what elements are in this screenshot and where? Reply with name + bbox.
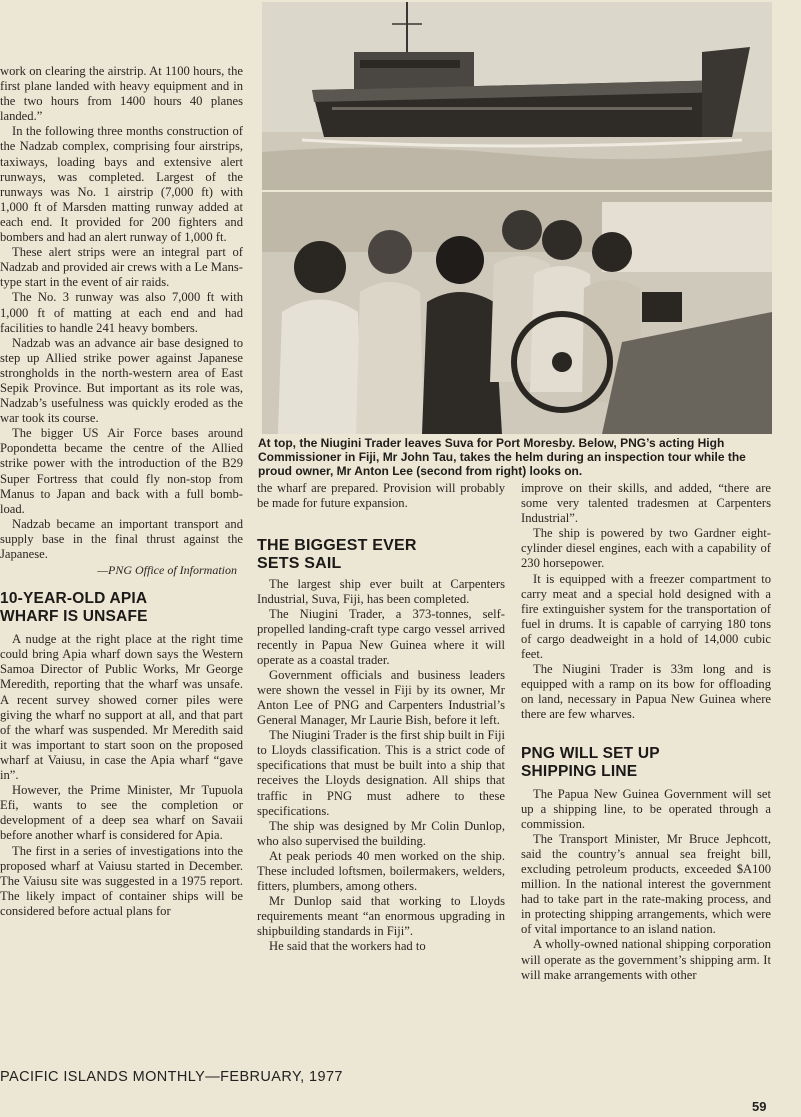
article-paragraph: the wharf are prepared. Provision will probably be made for future expansion. [257,481,505,511]
article-paragraph: A nudge at the right place at the right time could bring Apia wharf down says the Western Samoa Director of Public Works, Mr George Meredith, reporting that the wharf was unsafe. A recent survey showed corner piles were giving the wharf no support at all, and that part of the wharf was suspended. Mr Meredith said it was important to start soon on the proposed wharf at Vaiusu, in case the Apia wharf “gave in”. [0,632,243,783]
bridge-photo [262,192,772,434]
article-paragraph: The first in a series of investigations into the proposed wharf at Vaiusu started in December. The Vaiusu site was suggested in a 1975 report. The likely impact of container ships will be considered before actual plans for [0,843,243,918]
middle-column [257,481,505,955]
article-paragraph: work on clearing the airstrip. At 1100 hours, the first plane landed with heavy equipment and in the two hours from 1400 hours 40 planes landed.” [0,64,243,124]
article-paragraph: Nadzab became an important transport and supply base in the final thrust against the Japanese. [0,516,243,561]
article-paragraph: A wholly-owned national shipping corporation will operate as the government’s shipping arm. It will make arrangements with other [521,937,771,982]
article-paragraph: The ship is powered by two Gardner eight-cylinder diesel engines, each with a capability of 230 horsepower. [521,526,771,571]
publication-footer: PACIFIC ISLANDS MONTHLY—FEBRUARY, 1977 [0,1069,343,1085]
right-column [521,481,771,983]
headline-line: 10-YEAR-OLD APIA [0,590,148,608]
article-paragraph: The Niugini Trader is 33m long and is equipped with a ramp on its bow for offloading on land, necessary in Papua New Guinea where there are few wharves. [521,662,771,722]
article-paragraph: The Niugini Trader, a 373-tonnes, self-propelled landing-craft type cargo vessel arrived recently in Papua New Guinea where it will operate as a coastal trader. [257,607,505,667]
article-paragraph: Government officials and business leaders were shown the vessel in Fiji by its owner, Mr Anton Lee of PNG and Carpenters Industrial’s General Manager, Mr Laurie Bish, before it left. [257,667,505,728]
article-paragraph: The Transport Minister, Mr Bruce Jephcott, said the country’s annual sea freight bill, excluding petroleum products, exceeded $A100 million. In the national interest the government had to take part in the rate-making process, and in protecting shipping arrangements, which were of vital importance to an island nation. [521,831,771,937]
article-paragraph: improve on their skills, and added, “there are some very talented tradesmen at Carpenters Industrial”. [521,481,771,526]
photo-caption: At top, the Niugini Trader leaves Suva for Port Moresby. Below, PNG’s acting High Commissioner in Fiji, Mr John Tau, takes the helm during an inspection tour while the proud owner, Mr Anton Lee (second from right) looks on. [258,436,746,479]
article-paragraph: Nadzab was an advance air base designed to step up Allied strike power against Japanese strongholds in the north-western area of East Sepik Province. But important as its role was, Nadzab’s usefulness was quickly eroded as the war took its course. [0,335,243,426]
article-paragraph: In the following three months construction of the Nadzab complex, comprising four airstrips, taxiways, loading bays and extensive alert runways, was completed. Largest of the runways was No. 1 airstrip (7,000 ft) with 1,000 ft of Marsden matting runway added at each end. It provided for 200 fighters and bombers and had an alert runway of 1,000 ft. [0,124,243,245]
article-credit: —PNG Office of Information [97,563,237,578]
article-paragraph: Mr Dunlop said that working to Lloyds requirements meant “an enormous upgrading in shipbuilding standards in Fiji”. [257,894,505,939]
headline-line: PNG WILL SET UP [521,744,660,762]
headline-line: SETS SAIL [257,555,342,573]
shipping-line-headline [521,745,771,781]
headline-line: THE BIGGEST EVER [257,537,417,555]
article-paragraph: The bigger US Air Force bases around Popondetta became the centre of the Allied strike power with the introduction of the B29 Super Fortress that could fly non-stop from Manus to Japan and back with a full bomb-load. [0,426,243,516]
headline-line: WHARF IS UNSAFE [0,608,148,626]
ship-illustration [262,2,772,190]
left-column [0,64,243,919]
article-paragraph: The No. 3 runway was also 7,000 ft with 1,000 ft of matting at each end and had facilities to handle 241 heavy bombers. [0,290,243,335]
article-paragraph: At peak periods 40 men worked on the ship. These included loftsmen, boilermakers, welders, fitters, plumbers, among others. [257,848,505,894]
article-paragraph: The largest ship ever built at Carpenters Industrial, Suva, Fiji, has been completed. [257,577,505,607]
article-paragraph: However, the Prime Minister, Mr Tupuola Efi, wants to see the completion or development of a deep sea wharf on Savaii before another wharf is considered for Apia. [0,783,243,843]
article-paragraph: The ship was designed by Mr Colin Dunlop, who also supervised the building. [257,818,505,848]
page-number: 59 [752,1099,767,1114]
biggest-ship-headline [257,537,505,573]
article-paragraph: He said that the workers had to [269,939,426,954]
ship-photo [262,2,772,190]
article-paragraph: These alert strips were an integral part of Nadzab and provided air crews with a Le Mans-type start in the event of air raids. [0,245,243,290]
article-paragraph: It is equipped with a freezer compartment to carry meat and a special hold designed with a fire extinguisher system for the transportation of fuel in drums. It is capable of carrying 180 tons of cargo deadweight in a hold of 14,000 cubic feet. [521,571,771,662]
article-paragraph: The Papua New Guinea Government will set up a shipping line, to be operated through a commission. [521,786,771,831]
article-paragraph: The Niugini Trader is the first ship built in Fiji to Lloyds classification. This is a strict code of specifications that must be built into a ship that receives the Lloyds designation. All ships that traffic in PNG must adhere to these specifications. [257,728,505,818]
headline-line: SHIPPING LINE [521,762,638,780]
people-illustration [262,192,772,434]
apia-headline [0,590,243,626]
